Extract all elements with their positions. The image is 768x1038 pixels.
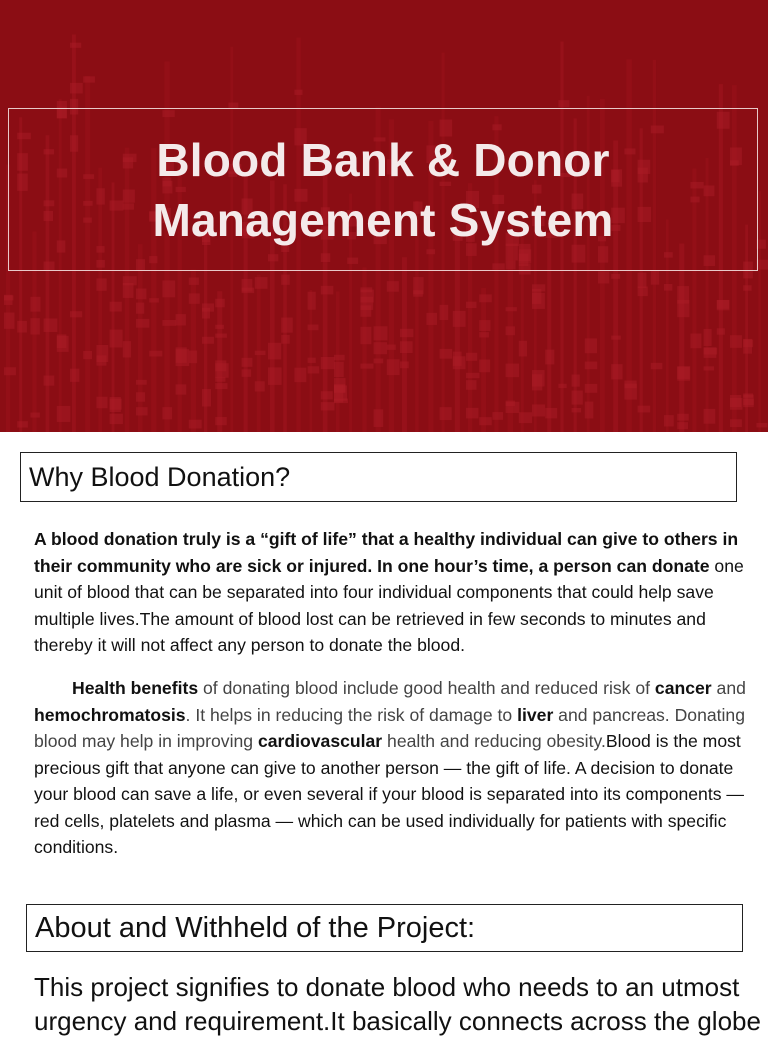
term-health-benefits: Health benefits (72, 678, 199, 698)
section-heading-text: Why Blood Donation? (29, 461, 291, 492)
title-frame (8, 108, 758, 271)
text-segment: health and reducing obesity. (382, 731, 606, 751)
paragraph-line-1: This project signifies to donate blood who needs to an utmost (34, 972, 740, 1002)
paragraph-lead: A blood donation truly is a “gift of life” that a healthy individual can give to others in their community who are sick or injured. In one hour’s time, a person can donate (34, 529, 739, 576)
paragraph-health-benefits (34, 675, 746, 861)
section-heading-why-donation (20, 452, 737, 502)
text-segment: Blood is the most precious gift that anyone can give to another person — the gift of life. A decision to donate your blood can save a life, or even several if your blood is separated into its components — red cells, platelets and plasma — which can be used individually for patients with specific conditions. (34, 731, 745, 857)
title-banner (0, 0, 768, 432)
term-liver: liver (517, 704, 554, 725)
text-segment: and (711, 678, 746, 698)
term-cardiovascular: cardiovascular (257, 731, 383, 751)
term-cancer: cancer (654, 678, 712, 698)
title-line-2: Management System (152, 193, 614, 246)
term-hemochromatosis: hemochromatosis (34, 704, 186, 725)
text-segment: . It helps in reducing the risk of damage to (185, 704, 518, 725)
paragraph-line-2: urgency and requirement.It basically connects across the globe (34, 1006, 761, 1036)
title-line-1: Blood Bank & Donor (156, 133, 610, 186)
text-segment: of donating blood include good health and reduced risk of (198, 678, 655, 698)
text-segment: and pancreas. Donating blood may help in improving (34, 704, 746, 751)
paragraph-gift-of-life (34, 526, 746, 659)
document-title (153, 130, 614, 250)
section-heading-text: About and Withheld of the Project: (35, 911, 476, 944)
section-heading-about-project (26, 904, 743, 952)
paragraph-project-about (34, 970, 764, 1038)
paragraph-rest: one unit of blood that can be separated into four individual components that could help save multiple lives.The amount of blood lost can be retrieved in few seconds to minutes and thereby it will not affect any person to donate the blood. (34, 555, 744, 655)
